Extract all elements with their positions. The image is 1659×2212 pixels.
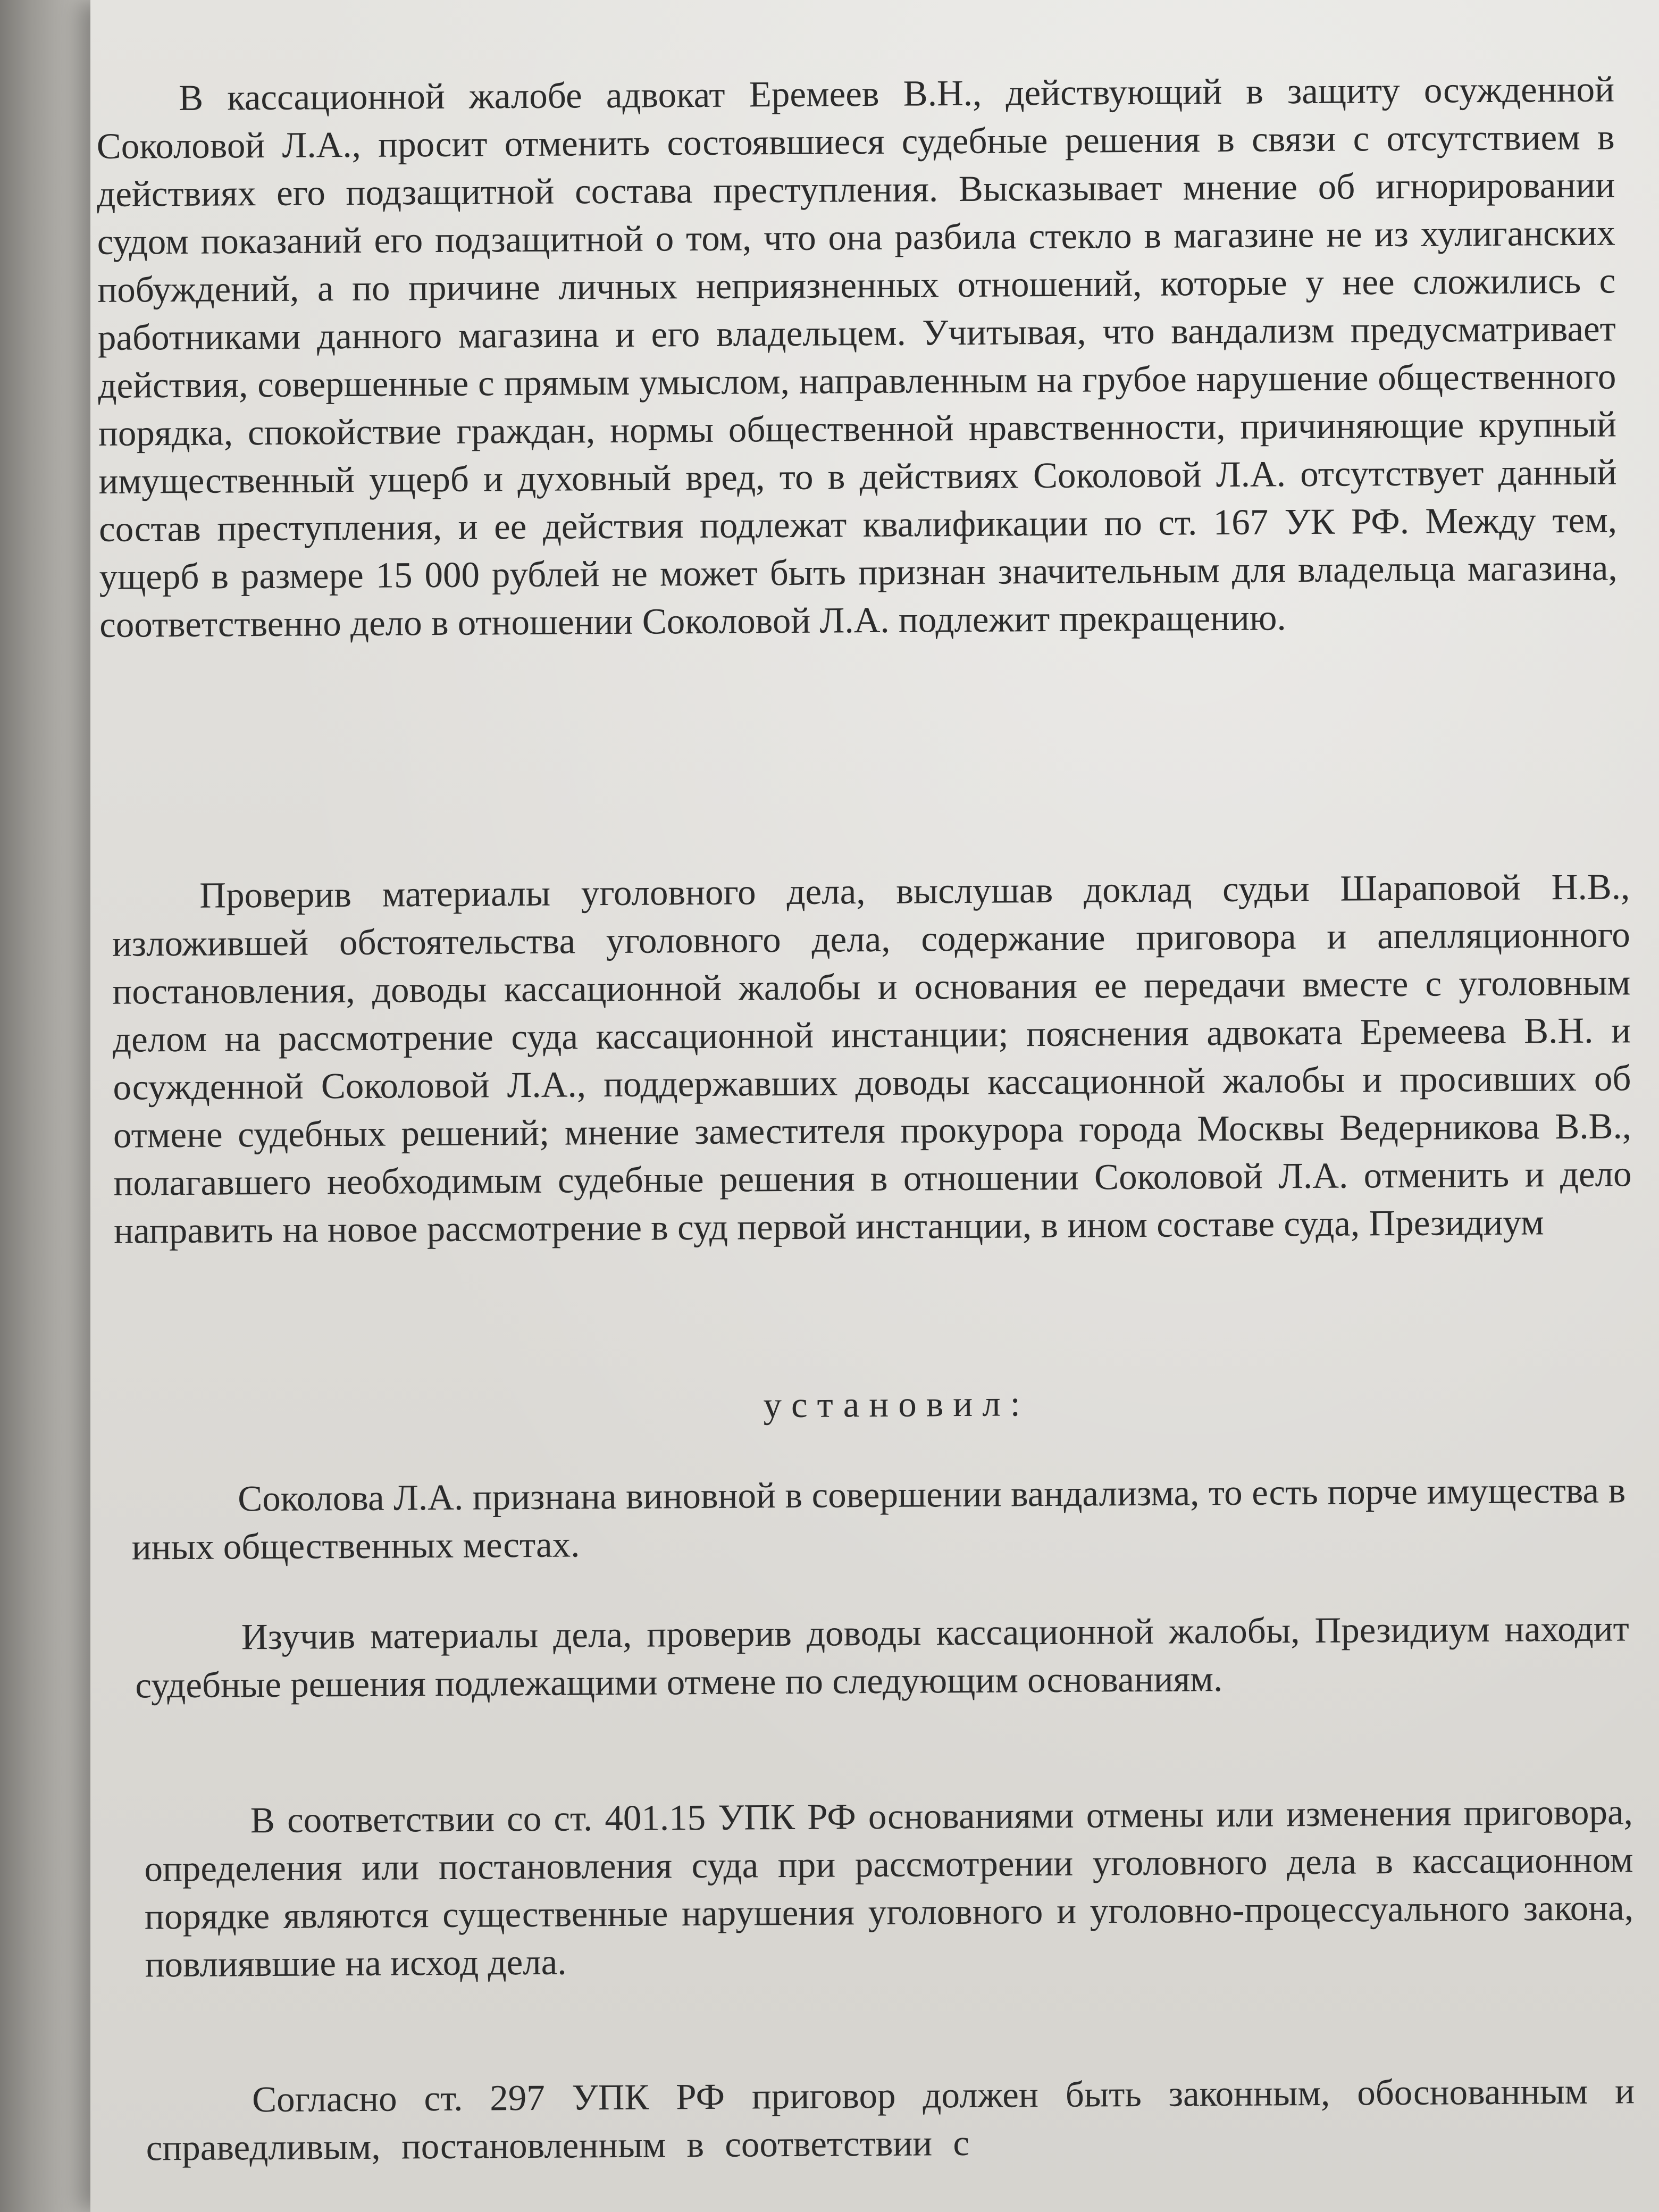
section-heading-established: установил: [763,1383,1030,1426]
paragraph-legal-grounds: В соответствии со ст. 401.15 УПК РФ основаниями отмены или изменения приговора, определения или постановления суда при рассмотрении уголовного дела в кассационном порядке являются существенные нарушения уголовного и уголовно-процессуального закона, повлиявшие на исход дела. [144,1791,1634,1985]
page-text [90,0,1659,2212]
paragraph-cassation-appeal: В кассационной жалобе адвокат Еремеев В.Н., действующий в защиту осужденной Соколовой Л.А., просит отменить состоявшиеся судебные решения в связи с отсутствием в действиях его подзащитной состава преступления. Высказывает мнение об игнорировании судом показаний его подзащитной о том, что она разбила стекло в магазине не из хулиганских побуждений, а по причине личных неприязненных отношений, которые у нее сложились с работниками данного магазина и его владельцем. Учитывая, что вандализм предусматривает действия, совершенные с прямым умыслом, направленным на грубое нарушение общественного порядка, спокойствие граждан, нормы общественной нравственности, причиняющие крупный имущественный ущерб и духовный вред, то в действиях Соколовой Л.А. отсутствует данный состав преступления, и ее действия подлежат квалификации по ст. 167 УК РФ. Между тем, ущерб в размере 15 000 рублей не может быть признан значительным для владельца магазина, соответственно дело в отношении Соколовой Л.А. подлежит прекращению. [96,69,1618,645]
paragraph-article-297: Согласно ст. 297 УПК РФ приговор должен быть законным, обоснованным и справедливым, постановленным в соответствии с [146,2071,1635,2168]
paragraph-findings: Изучив материалы дела, проверив доводы кассационной жалобы, Президиум находит судебные решения подлежащими отмене по следующим основаниям. [135,1608,1629,1706]
paragraph-verdict: Соколова Л.А. признана виновной в совершении вандализма, то есть порче имущества в иных общественных местах. [131,1470,1626,1568]
paragraph-case-review: Проверив материалы уголовного дела, выслушав доклад судьи Шараповой Н.В., изложившей обстоятельства уголовного дела, содержание приговора и апелляционного постановления, доводы кассационной жалобы и основания ее передачи вместе с уголовным делом на рассмотрение суда кассационной инстанции; пояснения адвоката Еремеева В.Н. и осужденной Соколовой Л.А., поддержавших доводы кассационной жалобы и просивших об отмене судебных решений; мнение заместителя прокурора города Москвы Ведерникова В.В., полагавшего необходимым судебные решения в отношении Соколовой Л.А. отменить и дело направить на новое рассмотрение в суд первой инстанции, в ином составе суда, Президиум [112,866,1632,1251]
paper-sheet [90,0,1659,2212]
